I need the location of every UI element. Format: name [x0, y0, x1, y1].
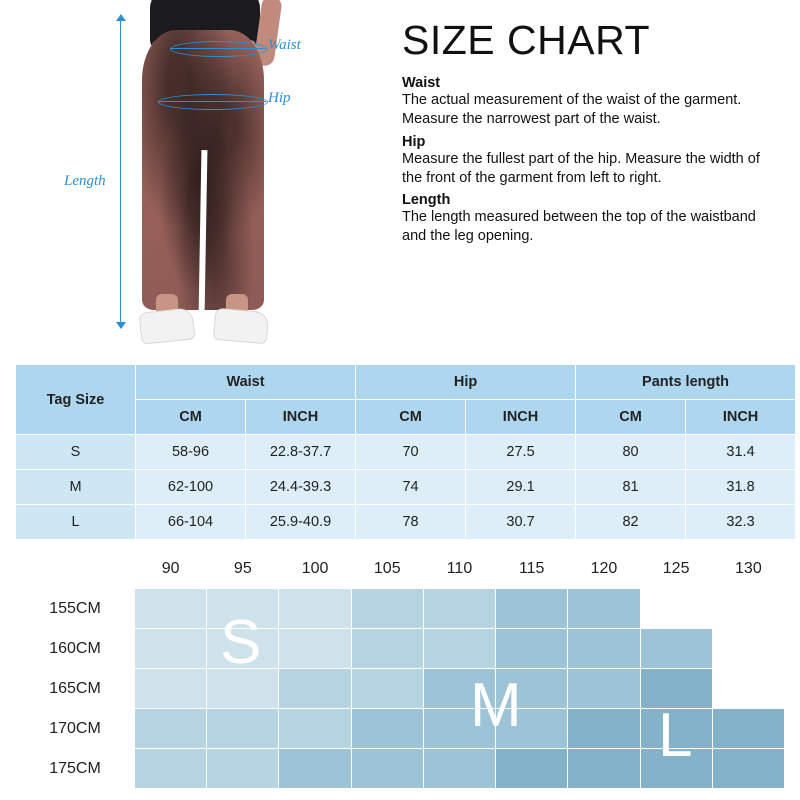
length-arrow-down-icon — [116, 322, 126, 329]
cell-s-waist-cm: 58-96 — [136, 435, 246, 470]
cell-l-length-cm: 82 — [576, 505, 686, 540]
definition-text-length: The length measured between the top of the waistband and the leg opening. — [402, 209, 756, 245]
fit-grid-col-125: 125 — [640, 549, 712, 589]
fit-grid-cell — [135, 669, 207, 709]
hip-measure-line — [158, 101, 266, 102]
header-pants-length: Pants length — [576, 365, 796, 400]
fit-grid-cell — [279, 669, 351, 709]
fit-grid-col-120: 120 — [568, 549, 640, 589]
page-title: SIZE CHART — [402, 17, 650, 63]
fit-grid-cell — [135, 629, 207, 669]
fit-grid-row-label: 160CM — [16, 629, 135, 669]
cell-m-length-inch: 31.8 — [686, 470, 796, 505]
fit-grid-header-row — [16, 549, 785, 589]
fit-grid-cell — [496, 629, 568, 669]
fit-grid-col-95: 95 — [207, 549, 279, 589]
size-table-group-header-row — [16, 365, 796, 400]
fit-grid-cell — [496, 709, 568, 749]
fit-grid-cell — [351, 589, 423, 629]
header-length-inch: INCH — [686, 400, 796, 435]
fit-grid-cell — [640, 629, 712, 669]
model-shoe-left — [138, 307, 195, 344]
fit-grid-cell — [568, 629, 640, 669]
size-table — [15, 364, 796, 540]
cell-s-length-cm: 80 — [576, 435, 686, 470]
fit-grid-cell — [351, 629, 423, 669]
definition-term-waist: Waist — [402, 75, 441, 91]
fit-grid-col-110: 110 — [423, 549, 495, 589]
fit-grid-row-label: 165CM — [16, 669, 135, 709]
fit-grid-cell — [496, 749, 568, 789]
cell-s-hip-inch: 27.5 — [466, 435, 576, 470]
fit-grid-cell — [712, 709, 784, 749]
fit-grid-corner — [16, 549, 135, 589]
header-hip-cm: CM — [356, 400, 466, 435]
cell-l-length-inch: 32.3 — [686, 505, 796, 540]
fit-grid-col-130: 130 — [712, 549, 784, 589]
row-tag-s: S — [16, 435, 136, 470]
fit-grid-col-100: 100 — [279, 549, 351, 589]
fit-grid-cell — [135, 709, 207, 749]
fit-grid-row — [16, 589, 785, 629]
cell-l-hip-inch: 30.7 — [466, 505, 576, 540]
fit-grid-row-label: 170CM — [16, 709, 135, 749]
fit-grid-cell — [351, 709, 423, 749]
hip-annotation-label: Hip — [268, 90, 291, 106]
fit-grid-row-label: 175CM — [16, 749, 135, 789]
fit-grid-cell — [712, 589, 784, 629]
header-hip-inch: INCH — [466, 400, 576, 435]
cell-m-waist-inch: 24.4-39.3 — [246, 470, 356, 505]
cell-s-waist-inch: 22.8-37.7 — [246, 435, 356, 470]
fit-grid-cell — [568, 709, 640, 749]
fit-grid-cell — [351, 749, 423, 789]
fit-grid-cell — [423, 629, 495, 669]
cell-m-hip-inch: 29.1 — [466, 470, 576, 505]
row-tag-m: M — [16, 470, 136, 505]
length-annotation-label: Length — [64, 173, 106, 189]
cell-s-length-inch: 31.4 — [686, 435, 796, 470]
table-row — [16, 470, 796, 505]
fit-grid-cell — [279, 749, 351, 789]
model-shoe-right — [213, 308, 270, 345]
fit-grid-cell — [423, 589, 495, 629]
fit-grid-row — [16, 669, 785, 709]
fit-grid-cell — [351, 669, 423, 709]
description-pane — [390, 0, 800, 360]
waist-annotation-label: Waist — [268, 37, 301, 53]
length-arrow-up-icon — [116, 14, 126, 21]
fit-grid-cell — [207, 669, 279, 709]
size-mark-m: M — [470, 671, 522, 740]
header-waist: Waist — [136, 365, 356, 400]
fit-grid-cell — [712, 749, 784, 789]
table-row — [16, 505, 796, 540]
fit-grid-cell — [496, 589, 568, 629]
definition-text-hip: Measure the fullest part of the hip. Measure the width of the front of the garment from left to right. — [402, 150, 760, 186]
fit-grid-col-90: 90 — [135, 549, 207, 589]
fit-grid-cell — [135, 589, 207, 629]
waist-measure-line — [170, 48, 266, 49]
definition-text-waist: The actual measurement of the waist of the garment. Measure the narrowest part of the waist. — [402, 92, 742, 128]
size-mark-l: L — [658, 701, 693, 770]
hip-measure-ellipse — [158, 94, 268, 110]
fit-grid-cell — [207, 629, 279, 669]
fit-grid-cell — [207, 749, 279, 789]
header-waist-cm: CM — [136, 400, 246, 435]
fit-grid-row — [16, 709, 785, 749]
fit-grid-cell — [423, 669, 495, 709]
header-hip: Hip — [356, 365, 576, 400]
cell-m-hip-cm: 74 — [356, 470, 466, 505]
fit-grid-cell — [640, 669, 712, 709]
header-length-cm: CM — [576, 400, 686, 435]
fit-grid-cell — [640, 749, 712, 789]
product-illustration — [0, 0, 390, 360]
waist-measure-ellipse — [170, 41, 268, 57]
fit-recommendation-grid — [15, 548, 785, 789]
fit-grid-cell — [640, 709, 712, 749]
fit-grid-cell — [640, 589, 712, 629]
fit-grid-row — [16, 749, 785, 789]
cell-m-length-cm: 81 — [576, 470, 686, 505]
fit-grid-cell — [712, 629, 784, 669]
table-row — [16, 435, 796, 470]
fit-grid-cell — [568, 749, 640, 789]
fit-grid-cell — [568, 669, 640, 709]
cell-l-waist-cm: 66-104 — [136, 505, 246, 540]
fit-grid-cell — [279, 629, 351, 669]
fit-grid-cell — [423, 749, 495, 789]
fit-grid-col-115: 115 — [496, 549, 568, 589]
size-mark-s: S — [220, 608, 262, 677]
cell-s-hip-cm: 70 — [356, 435, 466, 470]
fit-grid-col-105: 105 — [351, 549, 423, 589]
fit-grid-row — [16, 629, 785, 669]
definition-term-length: Length — [402, 192, 451, 209]
fit-grid-cell — [207, 709, 279, 749]
header-waist-inch: INCH — [246, 400, 356, 435]
fit-grid-cell — [279, 709, 351, 749]
length-measure-line — [120, 16, 121, 328]
row-tag-l: L — [16, 505, 136, 540]
cell-l-hip-cm: 78 — [356, 505, 466, 540]
fit-grid-cell — [568, 589, 640, 629]
fit-grid-cell — [135, 749, 207, 789]
fit-grid-cell — [496, 669, 568, 709]
header-tag-size: Tag Size — [16, 365, 136, 435]
fit-grid-cell — [423, 709, 495, 749]
fit-grid-cell — [279, 589, 351, 629]
fit-grid-cell — [712, 669, 784, 709]
fit-grid-cell — [207, 589, 279, 629]
top-section — [0, 0, 800, 360]
cell-m-waist-cm: 62-100 — [136, 470, 246, 505]
definition-term-hip: Hip — [402, 133, 426, 150]
cell-l-waist-inch: 25.9-40.9 — [246, 505, 356, 540]
fit-grid-row-label: 155CM — [16, 589, 135, 629]
